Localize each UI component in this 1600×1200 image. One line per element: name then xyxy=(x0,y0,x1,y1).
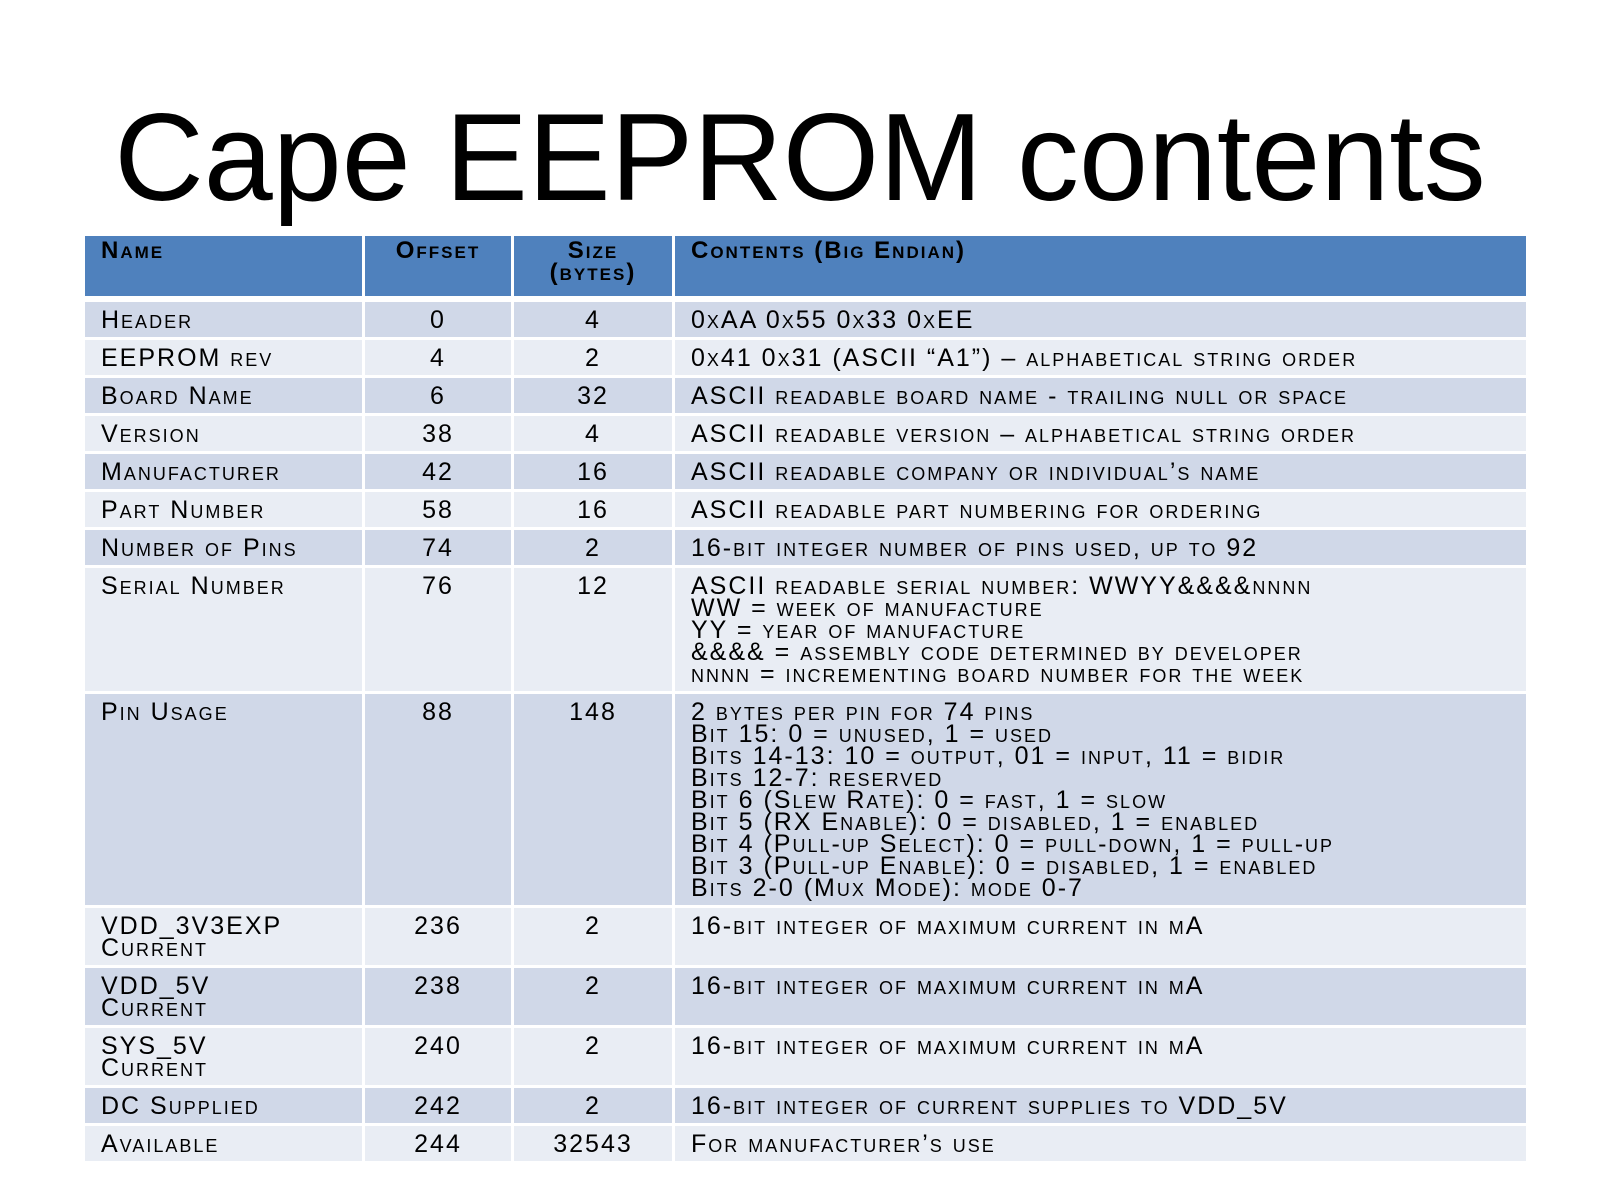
cell-contents xyxy=(674,1125,1528,1163)
cell-name-line: Part Number xyxy=(101,496,266,524)
cell-contents-line: 0xAA 0x55 0x33 0xEE xyxy=(691,306,975,334)
cell-name-line: Serial Number xyxy=(101,572,286,600)
header-size-line1: Size xyxy=(567,237,619,264)
cell-size: 2 xyxy=(513,967,674,1027)
table-row xyxy=(84,491,1528,529)
cell-contents-line: 16-bit integer of maximum current in mA xyxy=(691,1032,1205,1060)
slide-title: Cape EEPROM contents xyxy=(114,89,1486,227)
cell-contents-line: ASCII readable company or individual’s name xyxy=(691,458,1261,486)
cell-name-line: Version xyxy=(101,420,201,448)
cell-offset: 244 xyxy=(364,1125,513,1163)
table-row xyxy=(84,453,1528,491)
cell-name-line: Board Name xyxy=(101,382,254,410)
cell-name-line: EEPROM rev xyxy=(101,344,274,372)
header-offset: Offset xyxy=(364,235,513,298)
cell-size: 2 xyxy=(513,907,674,967)
cell-contents xyxy=(674,1027,1528,1087)
cell-name-line: Current xyxy=(101,1054,209,1082)
cell-size: 32543 xyxy=(513,1125,674,1163)
table-header xyxy=(84,235,1528,298)
header-name: Name xyxy=(84,235,364,298)
header-size-line2: (bytes) xyxy=(549,259,637,286)
cell-contents xyxy=(674,907,1528,967)
cell-name xyxy=(84,567,364,693)
cell-contents-line: YY = year of manufacture xyxy=(691,616,1026,644)
cell-name-line: SYS_5V xyxy=(101,1032,208,1060)
cell-contents xyxy=(674,377,1528,415)
cell-offset: 0 xyxy=(364,301,513,339)
cell-contents xyxy=(674,529,1528,567)
cell-contents-line: 16-bit integer of current supplies to VDD_5V xyxy=(691,1092,1288,1120)
cell-size: 4 xyxy=(513,415,674,453)
cell-contents-line: For manufacturer’s use xyxy=(691,1130,996,1158)
table-row xyxy=(84,339,1528,377)
cell-contents-line: Bit 5 (RX Enable): 0 = disabled, 1 = enabled xyxy=(691,808,1260,836)
cell-contents xyxy=(674,301,1528,339)
cell-contents-line: ASCII readable board name - trailing null or space xyxy=(691,382,1348,410)
table-row xyxy=(84,301,1528,339)
cell-contents-line: &&&& = assembly code determined by developer xyxy=(691,638,1303,666)
cell-offset: 242 xyxy=(364,1087,513,1125)
cell-contents-line: Bits 12-7: reserved xyxy=(691,764,944,792)
table-row xyxy=(84,1125,1528,1163)
cell-offset: 236 xyxy=(364,907,513,967)
cell-name-line: Number of Pins xyxy=(101,534,298,562)
cell-name xyxy=(84,1125,364,1163)
cell-contents xyxy=(674,693,1528,907)
cell-contents-line: Bit 4 (Pull-up Select): 0 = pull-down, 1 = pull-up xyxy=(691,830,1335,858)
cell-name-line: Current xyxy=(101,934,209,962)
cell-contents xyxy=(674,415,1528,453)
cell-contents-line: nnnn = incrementing board number for the week xyxy=(691,660,1305,688)
cell-name-line: Pin Usage xyxy=(101,698,229,726)
cell-name xyxy=(84,967,364,1027)
cell-name xyxy=(84,301,364,339)
cell-name-line: Manufacturer xyxy=(101,458,281,486)
table-body xyxy=(84,298,1528,1163)
cell-name-line: Header xyxy=(101,306,194,334)
cell-contents xyxy=(674,453,1528,491)
cell-name-line: VDD_3V3EXP xyxy=(101,912,283,940)
table-row xyxy=(84,415,1528,453)
cell-name xyxy=(84,693,364,907)
cell-size: 148 xyxy=(513,693,674,907)
cell-contents xyxy=(674,339,1528,377)
cell-name-line: Available xyxy=(101,1130,220,1158)
cell-size: 2 xyxy=(513,339,674,377)
cell-contents-line: 16-bit integer number of pins used, up to 92 xyxy=(691,534,1259,562)
table-row xyxy=(84,1087,1528,1125)
cell-contents-line: ASCII readable version – alphabetical string order xyxy=(691,420,1356,448)
cell-name-line: DC Supplied xyxy=(101,1092,260,1120)
cell-offset: 58 xyxy=(364,491,513,529)
cell-name xyxy=(84,415,364,453)
cell-offset: 238 xyxy=(364,967,513,1027)
table-row xyxy=(84,1027,1528,1087)
cell-offset: 6 xyxy=(364,377,513,415)
table-row xyxy=(84,377,1528,415)
header-row xyxy=(84,235,1528,298)
cell-contents-line: Bit 15: 0 = unused, 1 = used xyxy=(691,720,1054,748)
cell-size: 32 xyxy=(513,377,674,415)
cell-contents-line: Bits 2-0 (Mux Mode): mode 0-7 xyxy=(691,874,1084,902)
cell-name xyxy=(84,491,364,529)
table-row xyxy=(84,967,1528,1027)
cell-offset: 88 xyxy=(364,693,513,907)
cell-size: 16 xyxy=(513,453,674,491)
cell-contents-line: ASCII readable part numbering for ordering xyxy=(691,496,1263,524)
cell-name-line: Current xyxy=(101,994,209,1022)
cell-size: 2 xyxy=(513,1027,674,1087)
cell-offset: 38 xyxy=(364,415,513,453)
header-contents: Contents (Big Endian) xyxy=(674,235,1528,298)
cell-name xyxy=(84,377,364,415)
table-row xyxy=(84,529,1528,567)
cell-contents-line: Bits 14-13: 10 = output, 01 = input, 11 = bidir xyxy=(691,742,1286,770)
table-row xyxy=(84,907,1528,967)
cell-size: 4 xyxy=(513,301,674,339)
cell-contents-line: Bit 3 (Pull-up Enable): 0 = disabled, 1 = enabled xyxy=(691,852,1318,880)
cell-size: 2 xyxy=(513,1087,674,1125)
cell-contents xyxy=(674,1087,1528,1125)
cell-name xyxy=(84,1027,364,1087)
cell-contents xyxy=(674,491,1528,529)
cell-contents-line: 16-bit integer of maximum current in mA xyxy=(691,972,1205,1000)
cell-offset: 76 xyxy=(364,567,513,693)
cell-size: 2 xyxy=(513,529,674,567)
cell-contents-line: 16-bit integer of maximum current in mA xyxy=(691,912,1205,940)
cell-name-line: VDD_5V xyxy=(101,972,211,1000)
cell-contents xyxy=(674,967,1528,1027)
cell-contents-line: Bit 6 (Slew Rate): 0 = fast, 1 = slow xyxy=(691,786,1168,814)
cell-contents-line: 0x41 0x31 (ASCII “A1”) – alphabetical string order xyxy=(691,344,1358,372)
cell-offset: 4 xyxy=(364,339,513,377)
cell-offset: 42 xyxy=(364,453,513,491)
cell-name xyxy=(84,529,364,567)
cell-name xyxy=(84,453,364,491)
eeprom-table xyxy=(82,233,1529,1164)
cell-size: 16 xyxy=(513,491,674,529)
cell-offset: 240 xyxy=(364,1027,513,1087)
cell-name xyxy=(84,1087,364,1125)
header-size xyxy=(513,235,674,298)
cell-contents-line: WW = week of manufacture xyxy=(691,594,1044,622)
cell-name xyxy=(84,339,364,377)
cell-contents-line: 2 bytes per pin for 74 pins xyxy=(691,698,1035,726)
table-row xyxy=(84,693,1528,907)
cell-offset: 74 xyxy=(364,529,513,567)
cell-contents-line: ASCII readable serial number: WWYY&&&&nnnn xyxy=(691,572,1313,600)
cell-size: 12 xyxy=(513,567,674,693)
table-row xyxy=(84,567,1528,693)
cell-name xyxy=(84,907,364,967)
cell-contents xyxy=(674,567,1528,693)
eeprom-table-container xyxy=(82,233,1526,1164)
